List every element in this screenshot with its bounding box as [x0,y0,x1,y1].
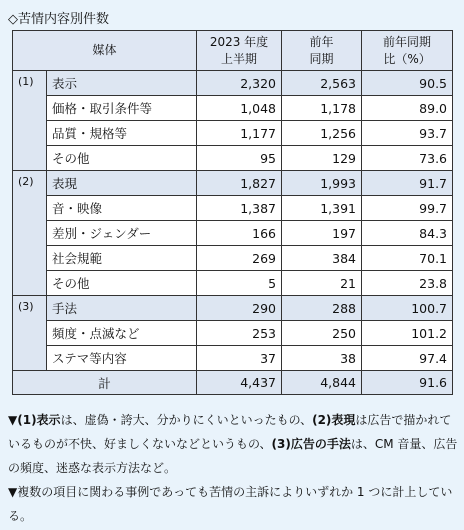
category-row [13,71,453,96]
group-number [13,121,47,146]
value-current: 2,320 [197,71,282,96]
value-current: 166 [197,221,282,246]
value-previous: 288 [282,296,362,321]
total-row [13,371,453,395]
value-ratio: 84.3 [362,221,453,246]
value-previous: 1,993 [282,171,362,196]
value-current: 290 [197,296,282,321]
subcategory-name: 価格・取引条件等 [47,96,197,121]
header-media: 媒体 [13,31,197,71]
subcategory-row [13,196,453,221]
subcategory-row [13,346,453,371]
page-title: ◇苦情内容別件数 [8,12,109,27]
value-ratio: 91.7 [362,171,453,196]
value-ratio: 101.2 [362,321,453,346]
value-ratio: 89.0 [362,96,453,121]
group-number [13,346,47,371]
value-ratio: 97.4 [362,346,453,371]
subcategory-row [13,221,453,246]
value-previous: 2,563 [282,71,362,96]
group-number [13,221,47,246]
value-current: 1,048 [197,96,282,121]
note-1: ▼(1)表示は、虚偽・誇大、分かりにくいといったもの、(2)表現は広告で描かれているものが不快、好ましくないなどというもの、(3)広告の手法は、CM 音量、広告の頻度、迷惑な表示方法など。 [8,413,458,475]
subcategory-row [13,121,453,146]
group-number [13,271,47,296]
category-name: 表現 [47,171,197,196]
value-previous: 38 [282,346,362,371]
group-number [13,246,47,271]
value-previous: 250 [282,321,362,346]
subcategory-row [13,321,453,346]
value-ratio: 70.1 [362,246,453,271]
value-previous: 21 [282,271,362,296]
value-current: 95 [197,146,282,171]
header-previous: 前年 同期 [282,31,362,71]
subcategory-row [13,271,453,296]
value-ratio: 100.7 [362,296,453,321]
value-current: 1,827 [197,171,282,196]
subcategory-name: その他 [47,146,197,171]
header-current: 2023 年度 上半期 [197,31,282,71]
subcategory-row [13,146,453,171]
value-ratio: 23.8 [362,271,453,296]
value-previous: 197 [282,221,362,246]
value-ratio: 99.7 [362,196,453,221]
subcategory-name: 社会規範 [47,246,197,271]
subcategory-name: 頻度・点滅など [47,321,197,346]
subcategory-name: ステマ等内容 [47,346,197,371]
total-current: 4,437 [197,371,282,395]
value-previous: 1,256 [282,121,362,146]
value-ratio: 90.5 [362,71,453,96]
category-name: 手法 [47,296,197,321]
value-previous: 129 [282,146,362,171]
subcategory-name: 音・映像 [47,196,197,221]
header-ratio: 前年同期 比（%） [362,31,453,71]
value-ratio: 93.7 [362,121,453,146]
category-row [13,171,453,196]
value-ratio: 73.6 [362,146,453,171]
value-previous: 1,391 [282,196,362,221]
subcategory-row [13,246,453,271]
subcategory-name: その他 [47,271,197,296]
value-current: 253 [197,321,282,346]
group-number [13,321,47,346]
total-previous: 4,844 [282,371,362,395]
group-number [13,146,47,171]
subcategory-name: 品質・規格等 [47,121,197,146]
table-header-row [13,31,453,71]
value-current: 37 [197,346,282,371]
value-previous: 384 [282,246,362,271]
total-label: 計 [13,371,197,395]
category-name: 表示 [47,71,197,96]
subcategory-name: 差別・ジェンダー [47,221,197,246]
value-current: 269 [197,246,282,271]
group-number [13,96,47,121]
note-2: ▼複数の項目に関わる事例であっても苦情の主訴によりいずれか 1 つに計上している。 [8,485,453,523]
category-row [13,296,453,321]
group-number: (3) [13,296,47,321]
complaints-table [12,30,453,395]
value-current: 1,177 [197,121,282,146]
group-number: (1) [13,71,47,96]
subcategory-row [13,96,453,121]
notes [8,408,460,528]
value-current: 1,387 [197,196,282,221]
value-previous: 1,178 [282,96,362,121]
group-number [13,196,47,221]
group-number: (2) [13,171,47,196]
value-current: 5 [197,271,282,296]
total-ratio: 91.6 [362,371,453,395]
